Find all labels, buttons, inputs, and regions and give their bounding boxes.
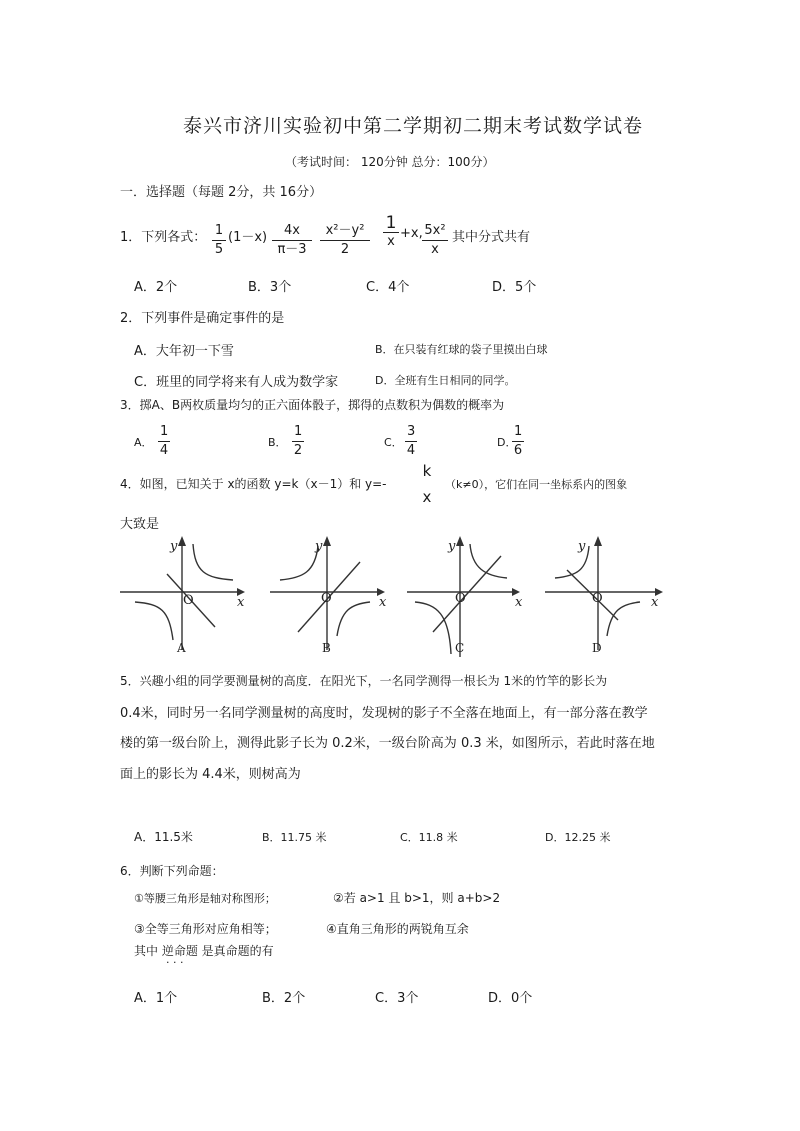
q1-option-c[interactable]: C．4个: [366, 280, 410, 295]
graph-a-y-label: y: [170, 539, 178, 554]
graph-a-label: A: [177, 641, 186, 655]
graph-d-x-label: x: [651, 595, 659, 610]
q5-option-c[interactable]: C．11.8 米: [400, 831, 458, 844]
q6-option-c[interactable]: C．3个: [375, 991, 419, 1006]
graph-a-origin: O: [183, 593, 194, 608]
q3-option-b-label[interactable]: B．: [268, 436, 287, 449]
section-heading: 一．选择题（每题 2分，共 16分）: [120, 185, 323, 200]
graph-d[interactable]: [545, 536, 663, 650]
q5-option-b[interactable]: B．11.75 米: [262, 831, 327, 844]
q1-option-d[interactable]: D．5个: [492, 280, 537, 295]
q6-question: 其中 逆命题 是真命题的有: [134, 944, 274, 958]
q6-option-a[interactable]: A．1个: [134, 991, 178, 1006]
q6-proposition-2: ②若 a>1 且 b>1，则 a+b>2: [333, 891, 501, 905]
q4-stem-a: 4．如图，已知关于 x的函数 y=k（x－1）和 y=-: [120, 477, 387, 491]
q1-expr-4-after: +x,: [400, 226, 423, 241]
graph-b-origin: O: [321, 591, 332, 606]
q3-option-c-frac: $\frac{3}{4}$: [406, 424, 416, 458]
graph-b-y-label: y: [315, 539, 323, 554]
q3-option-c-label[interactable]: C．: [384, 436, 403, 449]
q2-option-c[interactable]: C．班里的同学将来有人成为数学家: [134, 375, 339, 390]
q4-stem-c: 大致是: [120, 517, 160, 532]
q6-stem: 6．判断下列命题：: [120, 864, 224, 878]
graph-d-y-label: y: [578, 539, 586, 554]
q1-expr-4: 1 x: [383, 214, 399, 251]
q1-suffix: 其中分式共有: [452, 230, 531, 245]
graph-d-origin: O: [592, 591, 603, 606]
q4-graphs: [115, 532, 675, 660]
q1-prefix: 1．下列各式：: [120, 230, 207, 245]
q1-expr-3: $\frac{\text{x²－y²}}{2}$: [320, 222, 370, 259]
q6-proposition-1: ①等腰三角形是轴对称图形；: [134, 892, 276, 905]
q1-option-a[interactable]: A．2个: [134, 280, 178, 295]
q3-option-a-frac: $\frac{1}{4}$: [159, 424, 169, 458]
q4-stem-b: （k≠0），它们在同一坐标系内的图象: [445, 478, 628, 491]
q6-proposition-3: ③全等三角形对应角相等；: [134, 922, 277, 936]
q3-option-a-label[interactable]: A．: [134, 436, 153, 449]
q2-option-a[interactable]: A．大年初一下雪: [134, 344, 234, 359]
q4-frac: k x: [422, 462, 432, 506]
q5-line-2: 0.4米，同时另一名同学测量树的高度时，发现树的影子不全落在地面上，有一部分落在教学: [120, 706, 648, 721]
page-title: 泰兴市济川实验初中第二学期初二期末考试数学试卷: [183, 115, 644, 137]
q2-option-b[interactable]: B．在只装有红球的袋子里摸出白球: [375, 343, 548, 356]
q1-expr-1-frac: $\frac{1}{5}$: [212, 222, 226, 259]
q6-option-d[interactable]: D．0个: [488, 991, 533, 1006]
q2-stem: 2．下列事件是确定事件的是: [120, 311, 285, 326]
graph-c-y-label: y: [448, 539, 456, 554]
q2-option-d[interactable]: D．全班有生日相同的同学。: [375, 374, 516, 387]
q1-option-b[interactable]: B．3个: [248, 280, 292, 295]
q1-expr-5: $\frac{\text{5x²}}{x}$: [422, 222, 448, 259]
q3-stem: 3．掷A、B两枚质量均匀的正六面体骰子，掷得的点数积为偶数的概率为: [120, 398, 505, 412]
q5-option-a[interactable]: A．11.5米: [134, 830, 193, 844]
graph-d-label: D: [592, 641, 602, 655]
q1-expr-1-paren: (1－x): [228, 230, 268, 245]
q3-option-d-label[interactable]: D．: [497, 436, 517, 449]
q6-option-b[interactable]: B．2个: [262, 991, 306, 1006]
q5-line-3: 楼的第一级台阶上，测得此影子长为 0.2米，一级台阶高为 0.3 米，如图所示，若此时落在地: [120, 736, 655, 751]
graph-b-label: B: [322, 641, 331, 655]
q1-expr-2: $\frac{4x}{\pi-3}$: [272, 222, 312, 259]
graph-c-x-label: x: [515, 595, 523, 610]
q5-line-1: 5．兴趣小组的同学要测量树的高度．在阳光下，一名同学测得一根长为 1米的竹竿的影长为: [120, 674, 608, 688]
graph-c-label: C: [455, 641, 465, 655]
q5-line-4: 面上的影长为 4.4米，则树高为: [120, 767, 301, 782]
q6-emphasis-dots: · · ·: [166, 956, 184, 969]
graph-b-x-label: x: [379, 595, 387, 610]
q3-option-d-frac: $\frac{1}{6}$: [513, 424, 523, 458]
q5-option-d[interactable]: D．12.25 米: [545, 831, 611, 844]
exam-info: （考试时间： 120分钟 总分：100分）: [285, 155, 495, 169]
q3-option-b-frac: $\frac{1}{2}$: [293, 424, 303, 458]
graph-c-origin: O: [455, 591, 466, 606]
graph-a-x-label: x: [237, 595, 245, 610]
q6-proposition-4: ④直角三角形的两锐角互余: [326, 922, 469, 936]
